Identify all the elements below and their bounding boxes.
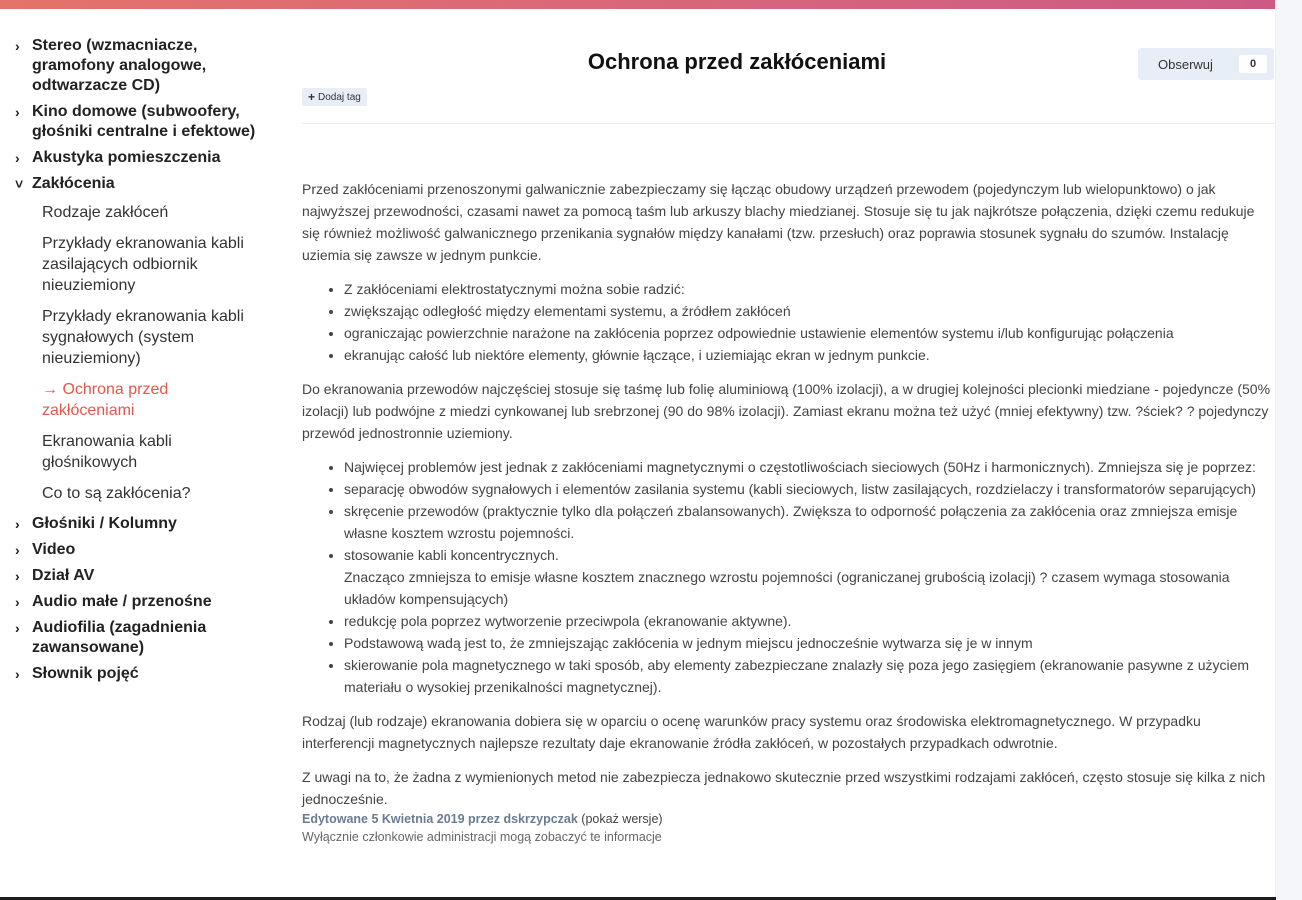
paragraph-shielding: Do ekranowania przewodów najczęściej stosuje się taśmę lub folię aluminiową (100% izolacji), a w drugiej kolejności plecionki miedziane - pojedyncze (50% izolacji) lub podwójne z miedzi cynkowanej lub srebrzonej (90 do 98% izolacji). Zamiast ekranu można też użyć (mniej efektywny) tzw. ?ściek? ? pojedynczy przewód jednostronnie uziemiony. [302,381,1271,441]
add-tag-label: Dodaj tag [318,91,361,103]
sidebar-item-glosniki[interactable] [15,514,265,534]
list-magnetic [302,456,1274,698]
sidebar-item-akustyka[interactable] [15,148,265,168]
chevron-right-icon: › [15,666,20,682]
sidebar-item-label: Zakłócenia [32,175,115,192]
list-item: • redukcję pola poprzez wytworzenie przeciwpola (ekranowanie aktywne). [344,610,1274,632]
list-item-extra: Znacząco zmniejsza to emisje własne kosztem znacznego wzrostu pojemności (ograniczanej grubością izolacji) ? czasem wymaga stosowania układów kompensujących) [344,569,1230,607]
chevron-right-icon: › [15,150,20,166]
list-item: • zwiększając odległość między elementami systemu, a źródłem zakłóceń [344,300,1274,322]
list-item: • skierowanie pola magnetycznego w taki sposób, aby elementy zabezpieczane znalazły się poza jego zasięgiem (ekranowanie pasywne z użyciem materiału o wysokiej przenikalności magnetycznej). [344,654,1274,698]
sidebar-subitem-kable-glosnikowe[interactable]: Ekranowania kabli głośnikowych [42,433,172,471]
sidebar-item-label: Głośniki / Kolumny [32,515,177,532]
sidebar-item-stereo[interactable] [15,36,265,96]
sidebar-item-audiofilia[interactable] [15,618,265,658]
sidebar-item-kino-domowe[interactable] [15,102,265,142]
sidebar-subitem-rodzaje[interactable]: Rodzaje zakłóceń [42,204,169,221]
sidebar-item-slownik[interactable] [15,664,265,684]
list-item: • Z zakłóceniami elektrostatycznymi można sobie radzić: [344,278,1274,300]
list-item: • skręcenie przewodów (praktycznie tylko dla połączeń zbalansowanych). Zwiększa to odporność połączenia za zakłócenia oraz zmniejsza emisje własne kosztem wzrostu pojemności. [344,500,1274,544]
chevron-right-icon: › [15,542,20,558]
sidebar-item-label: Słownik pojęć [32,665,139,682]
chevron-right-icon: › [15,620,20,636]
sidebar-item-audio-male[interactable] [15,592,265,612]
show-versions-link[interactable]: (pokaż wersje) [581,812,663,826]
sidebar-subitem-ochrona-active[interactable]: → Ochrona przed zakłóceniami [42,381,169,419]
observe-label: Obserwuj [1158,56,1213,72]
chevron-right-icon: › [15,104,20,120]
chevron-right-icon: › [15,594,20,610]
paragraph-galvanic: Przed zakłóceniami przenoszonymi galwanicznie zabezpieczamy się łącząc obudowy urządzeń przewodem (pojedynczym lub wielopunktowo) o jak najwyższej przewodności, czasami nawet za pomocą taśm lub arkuszy blachy miedzianej. Stosuje się tu jak najkrótsze połączenia, dzięki czemu redukuje się również możliwość galwanicznego przenikania sygnałów między kanałami (tzw. przesłuch) oraz poprawia stosunek sygnału do szumów. Instalację uziemia się zawsze w jednym punkcie. [302,181,1255,263]
list-item: • Podstawową wadą jest to, że zmniejszając zakłócenia w jednym miejscu jednocześnie wytwarza się je w innym [344,632,1274,654]
sidebar-subitem-ekranowanie-zasilajacych[interactable]: Przykłady ekranowania kabli zasilających odbiornik nieuziemiony [42,235,244,294]
plus-icon: + [308,90,316,104]
sidebar-item-label: Audio małe / przenośne [32,593,212,610]
scrollbar-track[interactable] [1275,0,1302,900]
observe-button[interactable] [1138,48,1274,80]
list-item: • Najwięcej problemów jest jednak z zakłóceniami magnetycznymi o częstotliwościach sieciowych (50Hz i harmonicznych). Zmniejsza się je poprzez: [344,456,1274,478]
list-item-text: stosowanie kabli koncentrycznych. [344,547,559,563]
paragraph-selection: Rodzaj (lub rodzaje) ekranowania dobiera się w oparciu o ocenę warunków pracy systemu oraz środowiska elektromagnetycznego. W przypadku interferencji magnetycznych najlepsze rezultaty daje ekranowanie źródła zakłóceń, w pozostałych przypadkach odwrotnie. [302,713,1201,751]
sidebar-item-zaklocenia[interactable] [15,174,265,194]
sidebar-item-label: Akustyka pomieszczenia [32,149,221,166]
chevron-right-icon: › [15,568,20,584]
list-item: • ograniczając powierzchnie narażone na zakłócenia poprzez odpowiednie ustawienie elementów systemu i/lub konfigurując połączenia [344,322,1274,344]
chevron-right-icon: › [15,38,20,54]
sidebar-item-label: Dział AV [32,567,95,584]
page-title: Ochrona przed zakłóceniami [587,49,887,74]
article-body [302,178,1274,844]
sidebar-item-label: Kino domowe (subwoofery, głośniki centralne i efektowe) [32,103,256,140]
sidebar-subitem-ekranowanie-sygnalowych[interactable]: Przykłady ekranowania kabli sygnałowych (system nieuziemiony) [42,308,244,367]
chevron-down-icon: ˅ [15,176,24,192]
list-item: • separację obwodów sygnałowych i elementów zasilania systemu (kabli sieciowych, listw zasilających, rozdzielaczy i transformatorów separujących) [344,478,1274,500]
sidebar-item-label: Audiofilia (zagadnienia zawansowane) [32,619,207,656]
list-item: • ekranując całość lub niektóre elementy, głównie łączące, i uziemiając ekran w jednym punkcie. [344,344,1274,366]
list-item [344,544,1274,610]
sidebar-item-dzial-av[interactable] [15,566,265,586]
sidebar-nav [15,36,265,690]
add-tag-button[interactable] [302,88,367,106]
chevron-right-icon: › [15,516,20,532]
sidebar-item-label: Video [32,541,76,558]
list-electrostatic [302,278,1274,366]
sidebar-subnav [15,202,265,504]
sidebar-subitem-co-to-sa[interactable]: Co to są zakłócenia? [42,485,191,502]
admin-only-note: Wyłącznie członkowie administracji mogą zobaczyć te informacje [302,830,662,844]
edited-by-line [302,810,1274,828]
edited-by-author-link[interactable]: Edytowane 5 Kwietnia 2019 przez dskrzypczak [302,812,578,826]
sidebar-item-label: Stereo (wzmacniacze, gramofony analogowe, odtwarzacze CD) [32,37,207,94]
top-accent-bar [0,0,1276,9]
sidebar-item-video[interactable] [15,540,265,560]
divider [302,123,1274,124]
observe-count-badge: 0 [1239,55,1267,73]
paragraph-combination: Z uwagi na to, że żadna z wymienionych metod nie zabezpiecza jednakowo skutecznie przed wszystkimi rodzajami zakłóceń, często stosuje się kilka z nich jednocześnie. [302,769,1266,807]
